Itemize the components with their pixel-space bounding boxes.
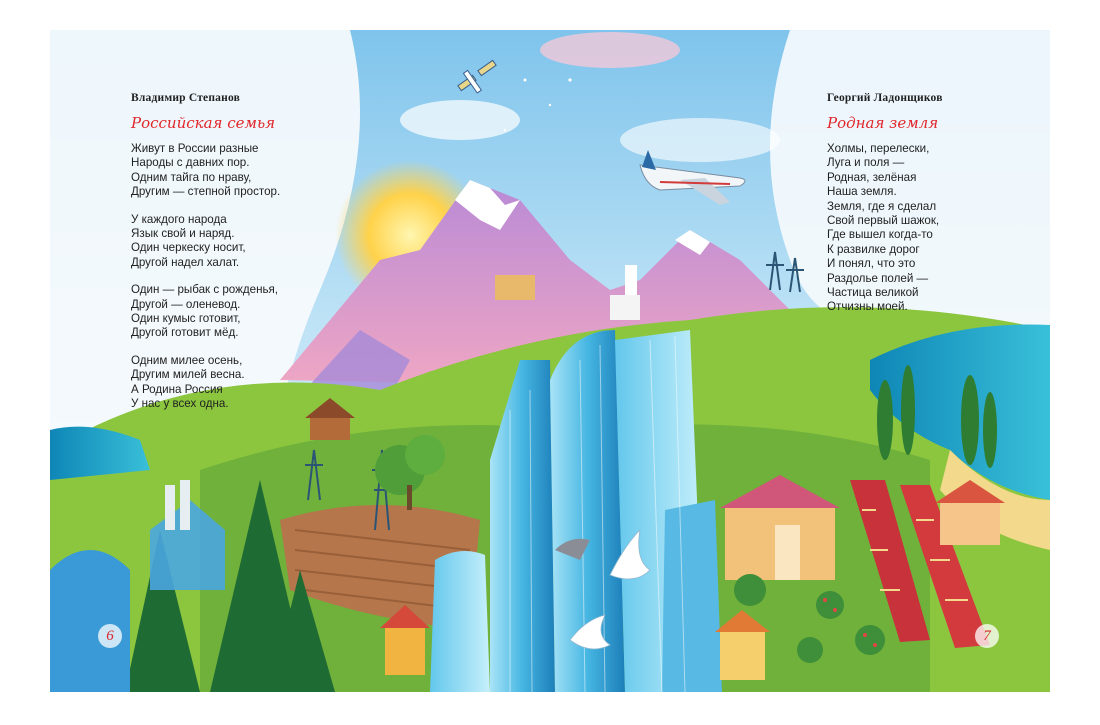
poem-line: Луга и поля —	[827, 156, 905, 170]
poem-line: Земля, где я сделал	[827, 199, 937, 213]
poem-line: Свой первый шажок,	[827, 214, 940, 228]
stanza	[131, 213, 361, 271]
poem-line: Один черкеску носит,	[131, 241, 246, 255]
stanza	[827, 142, 1027, 315]
poem-line: К развилке дорог	[827, 242, 920, 256]
dome-building	[50, 550, 130, 692]
cloud	[540, 32, 680, 68]
page-number-left: 6	[98, 624, 122, 648]
book-spread	[50, 30, 1050, 692]
poem-line: Язык свой и наряд.	[131, 227, 235, 241]
poem-line: Народы с давних пор.	[131, 156, 250, 170]
cloud	[400, 100, 520, 140]
poem-line: Раздолье полей —	[827, 271, 929, 285]
stanza	[131, 283, 361, 341]
poem-line: Другой готовит мёд.	[131, 326, 239, 340]
poem-line: Один кумыс готовит,	[131, 312, 241, 326]
stanza	[131, 354, 361, 412]
title-left: Российская семья	[131, 114, 276, 132]
poem-line: Другим милей весна.	[131, 368, 245, 382]
poem-line: Одним милее осень,	[131, 353, 243, 367]
poem-line: Холмы, перелески,	[827, 142, 930, 155]
poem-line: Другой — оленевод.	[131, 297, 241, 311]
poem-line: Наша земля.	[827, 185, 897, 199]
poem-line: Отчизны моей.	[827, 300, 908, 314]
poem-line: У нас у всех одна.	[131, 397, 229, 411]
poem-line: Родная, зелёная	[827, 170, 917, 184]
poem-line: А Родина Россия	[131, 382, 223, 396]
poem-line: Живут в России разные	[131, 142, 259, 155]
poem-line: И понял, что это	[827, 257, 916, 271]
cloud	[620, 118, 780, 162]
page-number-right: 7	[975, 624, 999, 648]
author-left: Владимир Степанов	[131, 92, 241, 104]
title-right: Родная земля	[827, 114, 939, 132]
chimney	[180, 480, 190, 530]
poem-line: Где вышел когда-то	[827, 228, 933, 242]
poem-line: Одним тайга по нраву,	[131, 170, 252, 184]
poem-right	[827, 92, 1027, 328]
chimney	[165, 485, 175, 530]
poem-left	[131, 92, 361, 425]
poem-line: Другим — степной простор.	[131, 185, 281, 199]
stanza	[131, 142, 361, 200]
author-right: Георгий Ладонщиков	[827, 92, 943, 104]
poem-line: Другой надел халат.	[131, 255, 240, 269]
poem-line: У каждого народа	[131, 212, 227, 226]
poem-line: Один — рыбак с рожденья,	[131, 283, 279, 297]
poem-line: Частица великой	[827, 286, 919, 300]
